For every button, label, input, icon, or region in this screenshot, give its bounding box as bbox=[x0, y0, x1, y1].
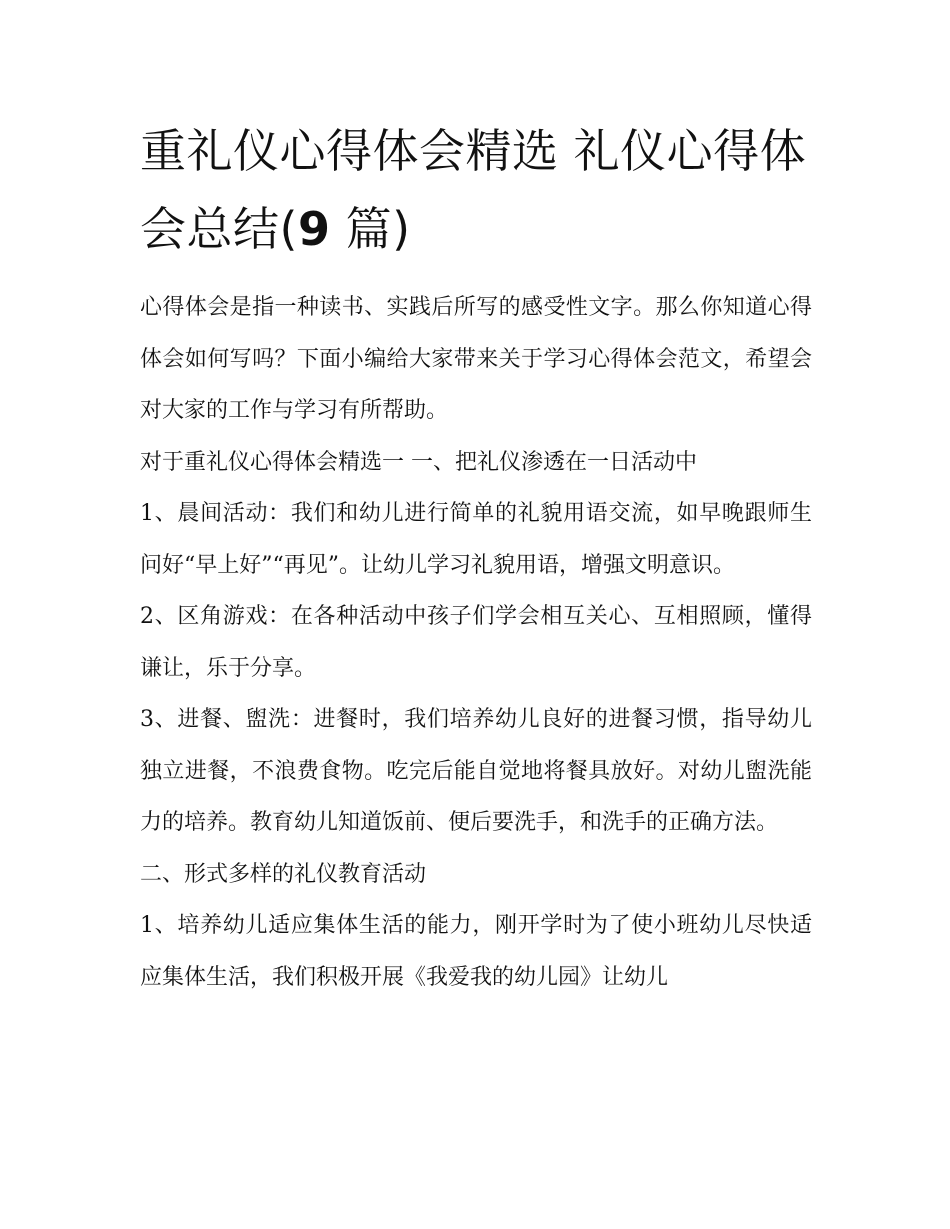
paragraph-heading-1: 对于重礼仪心得体会精选一 一、把礼仪渗透在一日活动中 bbox=[140, 449, 697, 475]
paragraph-intro: 心得体会是指一种读书、实践后所写的感受性文字。那么你知道心得体会如何写吗？下面小编给大家带来关于学习心得体会范文，希望会对大家的工作与学习有所帮助。 bbox=[140, 295, 812, 423]
paragraph-heading-2: 二、形式多样的礼仪教育活动 bbox=[140, 861, 427, 887]
paragraph-morning-activity: 1、晨间活动：我们和幼儿进行简单的礼貌用语交流，如早晚跟师生问好“早上好”“再见”。让幼儿学习礼貌用语，增强文明意识。 bbox=[140, 501, 812, 578]
paragraph-meals-washing: 3、进餐、盥洗：进餐时，我们培养幼儿良好的进餐习惯，指导幼儿独立进餐，不浪费食物。吃完后能自觉地将餐具放好。对幼儿盥洗能力的培养。教育幼儿知道饭前、便后要洗手，和洗手的正确方法。 bbox=[140, 707, 812, 835]
title-text-part1: 重礼仪心得体会精选 礼仪心得体会总结( bbox=[140, 124, 807, 256]
document-page bbox=[140, 112, 812, 1003]
document-title bbox=[140, 112, 812, 268]
title-number: 9 bbox=[297, 202, 331, 256]
title-text-part2: 篇) bbox=[330, 202, 411, 256]
paragraph-corner-games: 2、区角游戏：在各种活动中孩子们学会相互关心、互相照顾，懂得谦让，乐于分享。 bbox=[140, 604, 812, 681]
paragraph-group-life: 1、培养幼儿适应集体生活的能力，刚开学时为了使小班幼儿尽快适应集体生活，我们积极开展《我爱我的幼儿园》让幼儿 bbox=[140, 913, 812, 990]
